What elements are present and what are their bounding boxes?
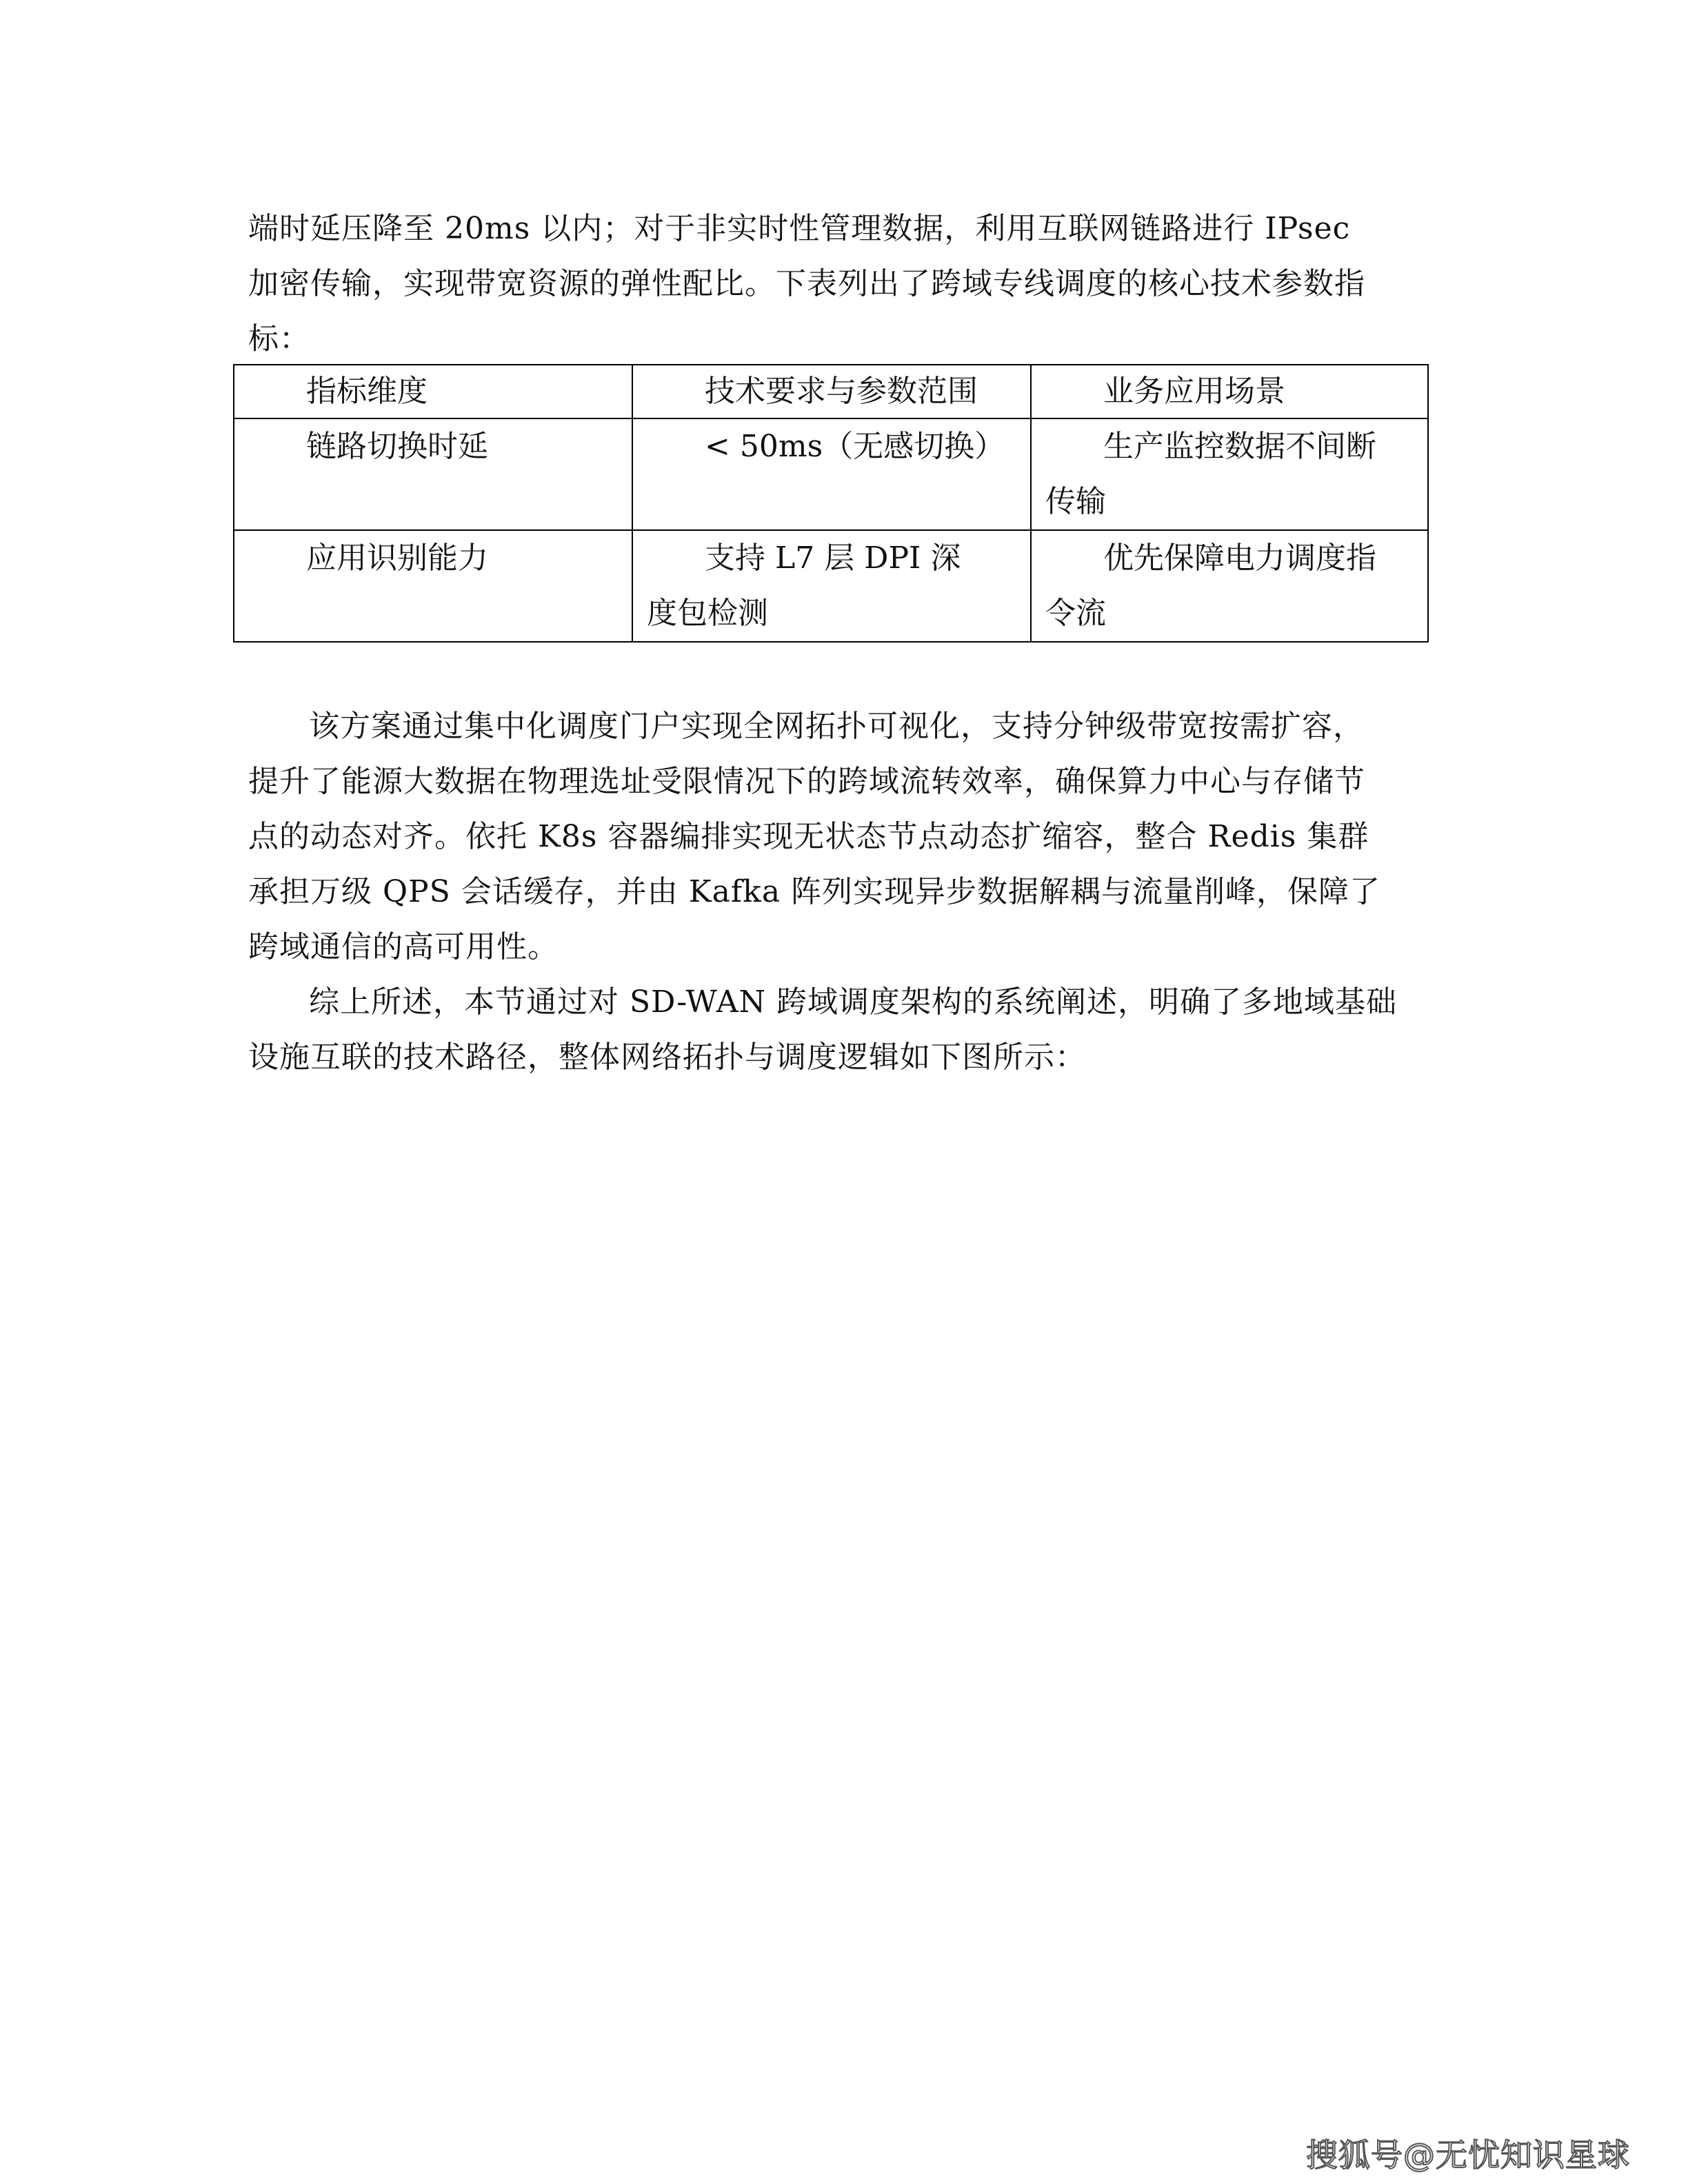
cell-scenario: 优先保障电力调度指 令流 [1031, 530, 1428, 642]
body-line: 综上所述，本节通过对 SD-WAN 跨域调度架构的系统阐述，明确了多地域基础 [309, 984, 1397, 1020]
body-line: 点的动态对齐。依托 K8s 容器编排实现无状态节点动态扩缩容，整合 Redis 集群 [248, 819, 1369, 854]
cell-requirement: 支持 L7 层 DPI 深 度包检测 [632, 530, 1031, 642]
body-line: 提升了能源大数据在物理选址受限情况下的跨域流转效率，确保算力中心与存储节 [248, 764, 1365, 799]
cell-requirement: < 50ms（无感切换） [632, 418, 1031, 530]
body-line: 该方案通过集中化调度门户实现全网拓扑可视化，支持分钟级带宽按需扩容， [309, 709, 1364, 744]
watermark: 搜狐号@无忧知识星球 [1306, 2136, 1630, 2174]
table-row [234, 530, 1428, 642]
header-dimension: 指标维度 [234, 365, 632, 418]
body-line: 设施互联的技术路径，整体网络拓扑与调度逻辑如下图所示： [248, 1040, 1086, 1075]
metrics-table [233, 364, 1429, 643]
table-header-row [234, 365, 1428, 418]
intro-line: 加密传输，实现带宽资源的弹性配比。下表列出了跨域专线调度的核心技术参数指 [248, 266, 1365, 301]
header-requirement: 技术要求与参数范围 [632, 365, 1031, 418]
intro-paragraph [248, 201, 1427, 367]
cell-scenario: 生产监控数据不间断 传输 [1031, 418, 1428, 530]
table-row [234, 418, 1428, 530]
body-paragraph-1 [248, 699, 1427, 975]
body-paragraph-2 [248, 975, 1427, 1085]
body-line: 跨域通信的高可用性。 [248, 929, 559, 964]
intro-line: 标： [248, 321, 310, 356]
body-line: 承担万级 QPS 会话缓存，并由 Kafka 阵列实现异步数据解耦与流量削峰，保障了 [248, 874, 1381, 909]
cell-dimension: 链路切换时延 [234, 418, 632, 530]
intro-line: 端时延压降至 20ms 以内；对于非实时性管理数据，利用互联网链路进行 IPsec [248, 211, 1351, 246]
cell-dimension: 应用识别能力 [234, 530, 632, 642]
header-scenario: 业务应用场景 [1031, 365, 1428, 418]
